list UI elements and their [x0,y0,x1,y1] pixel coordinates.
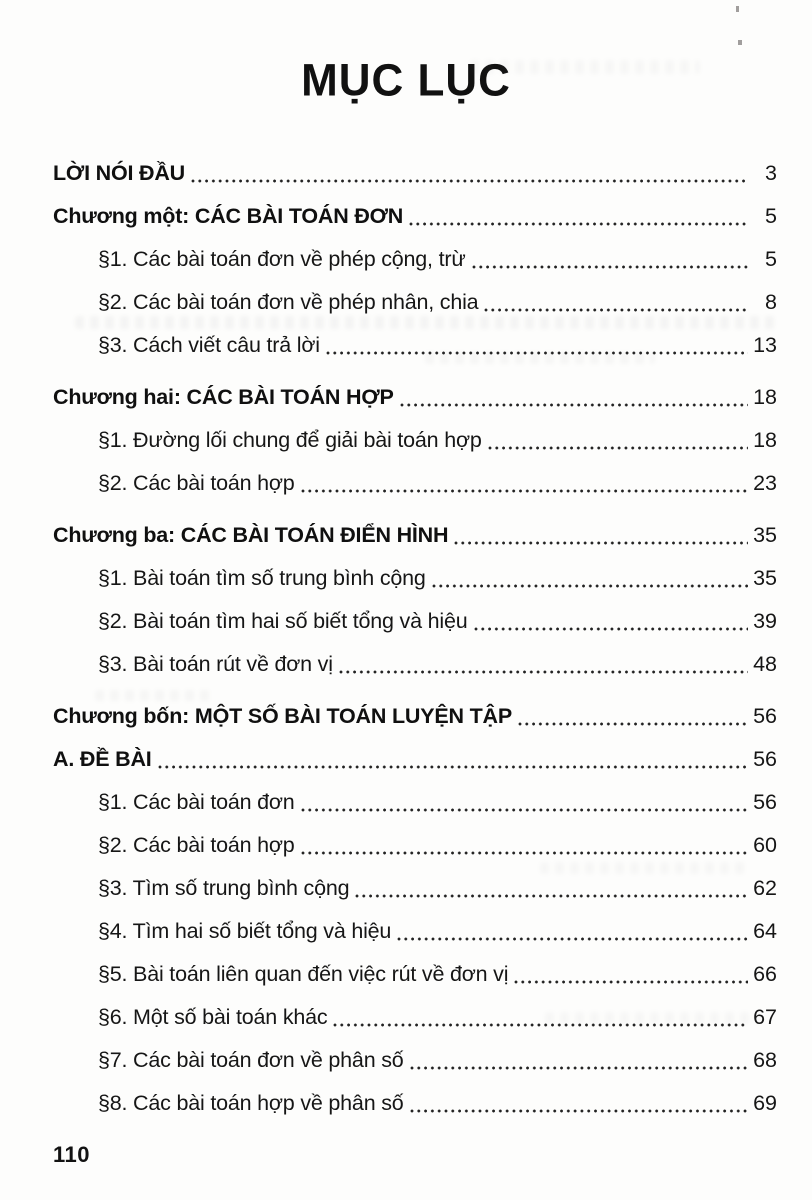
dot-leader [454,522,748,549]
toc-entry [53,203,777,230]
toc-entry-label: §1. Các bài toán đơn về phép cộng, trừ [98,247,466,271]
toc-entry-page-number: 48 [753,652,777,676]
dot-leader [301,832,748,859]
toc-entry [53,332,777,359]
toc-entry [53,746,777,773]
toc-entry-page-number: 35 [753,523,777,547]
toc-entry [53,427,777,454]
toc-entry [53,1004,777,1031]
toc-entry-label: §7. Các bài toán đơn về phân số [98,1048,404,1072]
dot-leader [410,1047,748,1074]
toc-entry-label: Chương ba: CÁC BÀI TOÁN ĐIỂN HÌNH [53,523,449,547]
toc-entry-label: Chương một: CÁC BÀI TOÁN ĐƠN [53,204,404,228]
dot-leader [432,565,748,592]
dot-leader [484,289,748,316]
toc-entry [53,608,777,635]
toc-entry-page-number: 5 [765,247,777,271]
dot-leader [339,651,748,678]
toc-entry [53,875,777,902]
toc-entry-label: §4. Tìm hai số biết tổng và hiệu [98,919,392,943]
toc-entry-label: A. ĐỀ BÀI [53,747,152,771]
toc-entry [53,246,777,273]
toc-entry [53,289,777,316]
toc-entry-page-number: 56 [753,747,777,771]
toc-entry-page-number: 35 [753,566,777,590]
toc-entry [53,961,777,988]
toc-entry-page-number: 67 [753,1005,777,1029]
toc-entry [53,160,777,187]
toc-entry-page-number: 5 [765,204,777,228]
dot-leader [301,470,748,497]
toc-entry-page-number: 64 [753,919,777,943]
toc-entry-page-number: 66 [753,962,777,986]
toc-entry-label: LỜI NÓI ĐẦU [53,161,185,185]
toc-entry [53,832,777,859]
dot-leader [472,246,748,273]
toc-entry [53,522,777,549]
dot-leader [191,160,748,187]
toc-entry-label: Chương bốn: MỘT SỐ BÀI TOÁN LUYỆN TẬP [53,704,512,728]
toc-entry-label: §1. Đường lối chung để giải bài toán hợp [98,428,482,452]
toc-entry-label: §3. Tìm số trung bình cộng [98,876,350,900]
dot-leader [397,918,748,945]
toc-entry-page-number: 13 [753,333,777,357]
dot-leader [514,961,748,988]
toc-entry-page-number: 69 [753,1091,777,1115]
toc-entry-page-number: 18 [753,385,777,409]
toc-entry-page-number: 23 [753,471,777,495]
dot-leader [326,332,748,359]
toc-entry-label: §1. Các bài toán đơn [98,790,295,814]
toc-entry-label: §2. Các bài toán hợp [98,833,295,857]
toc-entry-page-number: 62 [753,876,777,900]
dot-leader [488,427,748,454]
toc-entry [53,651,777,678]
toc-entry [53,1090,777,1117]
dot-leader [355,875,748,902]
toc-entry-label: §2. Các bài toán đơn về phép nhân, chia [98,290,479,314]
dot-leader [158,746,748,773]
dot-leader [400,384,748,411]
toc-entry-page-number: 60 [753,833,777,857]
dot-leader [333,1004,748,1031]
dot-leader [410,1090,748,1117]
footer-page-number: 110 [53,1142,90,1167]
scan-speck [736,6,739,12]
toc-entry [53,918,777,945]
dot-leader [301,789,748,816]
scan-speck [738,40,742,45]
toc-entry-label: §1. Bài toán tìm số trung bình cộng [98,566,426,590]
toc-entry [53,470,777,497]
toc-entry-label: §3. Cách viết câu trả lời [98,333,320,357]
dot-leader [474,608,749,635]
toc-entry [53,789,777,816]
toc-entry [53,384,777,411]
dot-leader [518,703,748,730]
toc-entry [53,1047,777,1074]
toc-entry-page-number: 68 [753,1048,777,1072]
toc-entry-label: §2. Các bài toán hợp [98,471,295,495]
toc-entry-page-number: 39 [753,609,777,633]
toc-entry-page-number: 3 [765,161,777,185]
toc-entry-page-number: 56 [753,790,777,814]
toc-entry-page-number: 8 [765,290,777,314]
dot-leader [409,203,748,230]
toc-entry-page-number: 18 [753,428,777,452]
toc-entry-label: §6. Một số bài toán khác [98,1005,328,1029]
toc-entry-label: §8. Các bài toán hợp về phân số [98,1091,404,1115]
page-title: MỤC LỤC [301,55,511,106]
toc-entry [53,703,777,730]
toc-entry-label: §3. Bài toán rút về đơn vị [98,652,333,676]
table-of-contents [53,160,777,1117]
toc-entry [53,565,777,592]
toc-entry-label: Chương hai: CÁC BÀI TOÁN HỢP [53,385,394,409]
toc-entry-label: §2. Bài toán tìm hai số biết tổng và hiệu [98,609,468,633]
toc-entry-label: §5. Bài toán liên quan đến việc rút về đơn vị [98,962,509,986]
toc-entry-page-number: 56 [753,704,777,728]
